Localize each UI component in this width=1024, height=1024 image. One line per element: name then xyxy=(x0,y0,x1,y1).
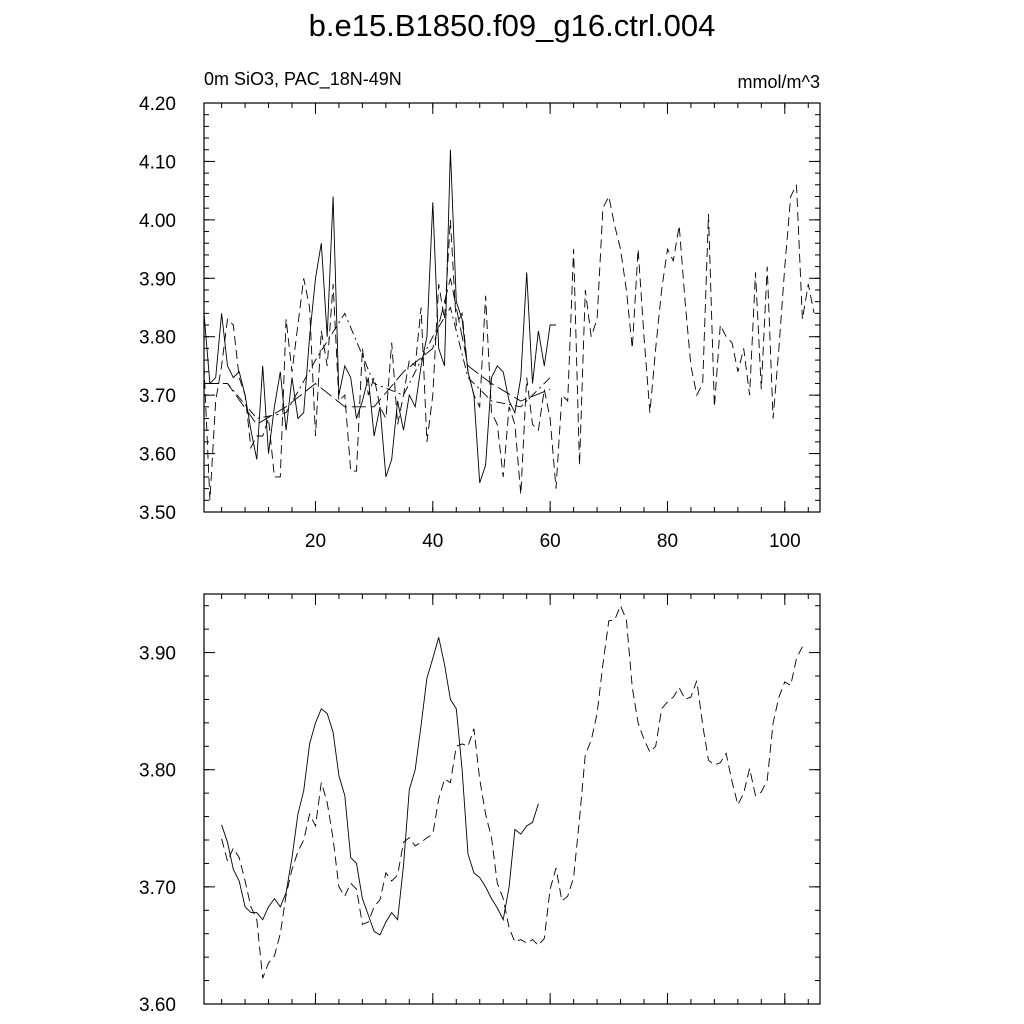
x-tick-label: 60 xyxy=(539,531,561,552)
bottom-panel xyxy=(139,594,820,1016)
y-tick-label: 3.70 xyxy=(139,877,176,899)
y-tick-label: 3.80 xyxy=(139,327,176,349)
series-solid-line xyxy=(204,150,556,483)
series-dashed-line xyxy=(204,185,814,501)
x-tick-label: 20 xyxy=(304,531,327,552)
x-tick-label: 40 xyxy=(422,531,444,552)
y-tick-label: 3.60 xyxy=(139,995,176,1016)
plot-frame xyxy=(204,103,820,512)
series-dashed-line xyxy=(222,606,803,979)
series-solid-line xyxy=(222,637,539,935)
y-tick-label: 4.00 xyxy=(139,210,176,232)
x-tick-label: 100 xyxy=(768,531,801,552)
x-tick-label: 80 xyxy=(656,531,679,552)
y-tick-label: 3.60 xyxy=(139,444,176,466)
series-dashdot-line xyxy=(204,308,550,419)
top-panel xyxy=(139,69,820,552)
subtitle-units: mmol/m^3 xyxy=(737,72,820,92)
subtitle-left: 0m SiO3, PAC_18N-49N xyxy=(204,69,402,89)
y-tick-label: 3.90 xyxy=(139,269,176,291)
plot-frame xyxy=(204,594,820,1004)
y-tick-label: 3.50 xyxy=(139,503,176,524)
y-tick-label: 3.80 xyxy=(139,760,176,782)
chart-title: b.e15.B1850.f09_g16.ctrl.004 xyxy=(308,8,716,43)
y-tick-label: 3.70 xyxy=(139,386,176,408)
y-tick-label: 4.10 xyxy=(139,152,176,174)
y-tick-label: 4.20 xyxy=(139,94,176,115)
y-tick-label: 3.90 xyxy=(139,643,176,665)
